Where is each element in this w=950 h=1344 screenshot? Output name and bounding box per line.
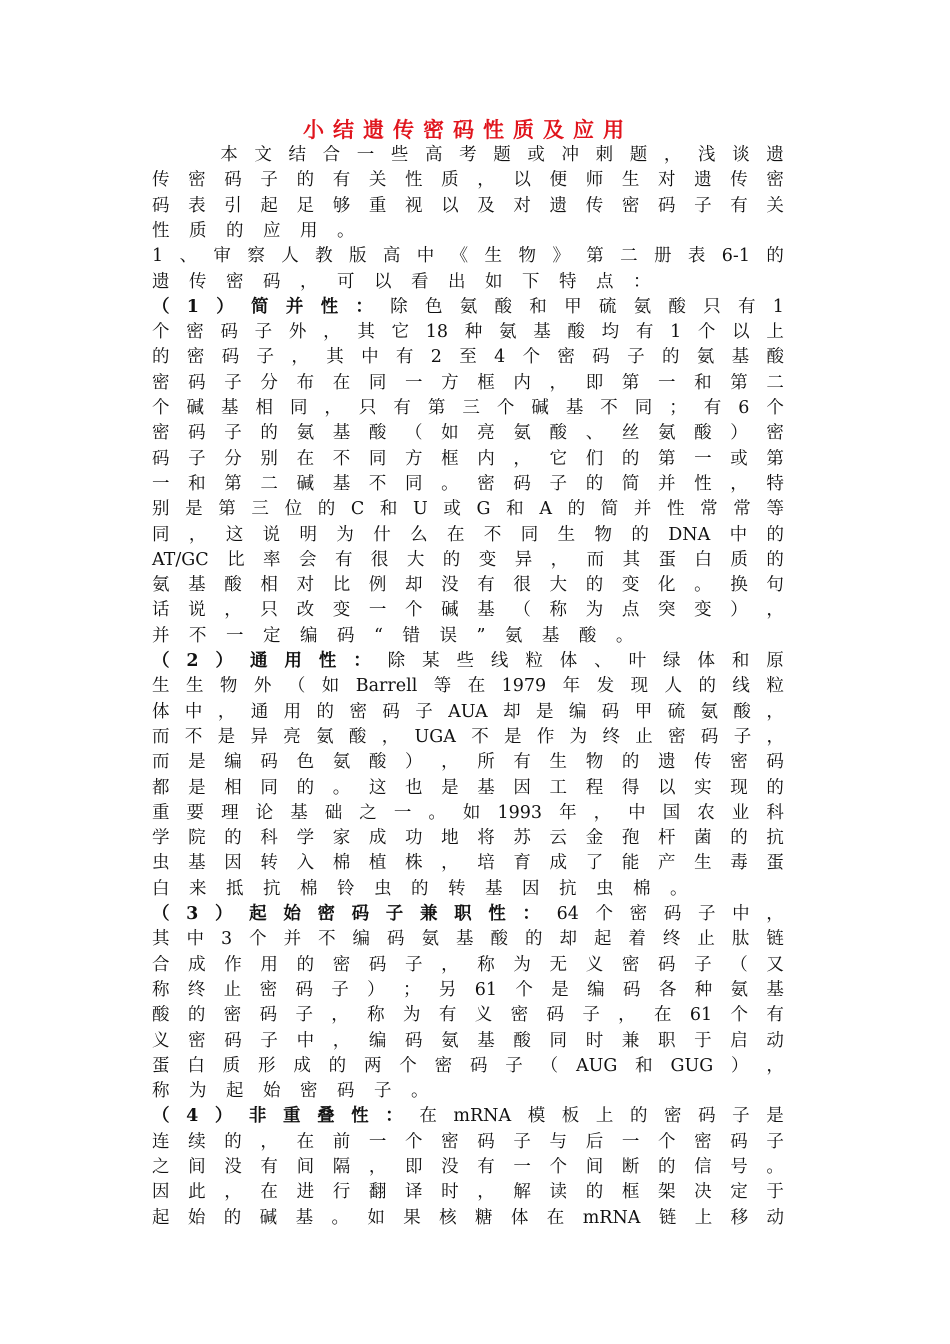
text-line: 蛋 白 质 形 成 的 两 个 密 码 子 （ AUG 和 GUG ） ， (152, 1055, 784, 1076)
text-line: （ 2 ） 通 用 性 ： 除 某 些 线 粒 体 、 叶 绿 体 和 原 (152, 651, 784, 671)
text-line: （ 1 ） 简 并 性 ： 除 色 氨 酸 和 甲 硫 氨 酸 只 有 1 (152, 296, 784, 317)
text-line: 性 质 的 应 用 。 (152, 220, 355, 241)
text-line: （ 4 ） 非 重 叠 性 ： 在 mRNA 模 板 上 的 密 码 子 是 (152, 1106, 784, 1127)
text-line: 学 院 的 科 学 家 成 功 地 将 苏 云 金 孢 杆 菌 的 抗 (152, 828, 784, 849)
text-line: 个 密 码 子 外 ， 其 它 18 种 氨 基 酸 均 有 1 个 以 上 (152, 322, 784, 343)
text-line: 起 始 的 碱 基 。 如 果 核 糖 体 在 mRNA 链 上 移 动 (152, 1207, 784, 1228)
text-line: 因 此 ， 在 进 行 翻 译 时 ， 解 读 的 框 架 决 定 于 (152, 1182, 784, 1203)
text-line: 1 、 审 察 人 教 版 高 中 《 生 物 》 第 二 册 表 6-1 的 (152, 246, 784, 267)
text-line: 密 码 子 分 布 在 同 一 方 框 内 ， 即 第 一 和 第 二 (152, 372, 784, 393)
text-line: 码 子 分 别 在 不 同 方 框 内 ， 它 们 的 第 一 或 第 (152, 448, 784, 469)
text-line: 传 密 码 子 的 有 关 性 质 ， 以 便 师 生 对 遗 传 密 (152, 170, 784, 191)
text-line: 合 成 作 用 的 密 码 子 ， 称 为 无 义 密 码 子 （ 又 (152, 954, 784, 975)
text-line: 而 不 是 异 亮 氨 酸 ， UGA 不 是 作 为 终 止 密 码 子 ， (152, 726, 784, 747)
text-line: 的 密 码 子 ， 其 中 有 2 至 4 个 密 码 子 的 氨 基 酸 (152, 347, 784, 368)
text-line: 体 中 ， 通 用 的 密 码 子 AUA 却 是 编 码 甲 硫 氨 酸 ， (152, 701, 784, 722)
text-line: 之 间 没 有 间 隔 ， 即 没 有 一 个 间 断 的 信 号 。 (152, 1157, 784, 1177)
text-line: 并 不 一 定 编 码 “ 错 误 ” 氨 基 酸 。 (152, 625, 634, 646)
document-title: 小结遗传密码性质及应用 (303, 117, 633, 142)
text-line: 一 和 第 二 碱 基 不 同 。 密 码 子 的 简 并 性 ， 特 (152, 473, 784, 494)
text-line: 白 来 抵 抗 棉 铃 虫 的 转 基 因 抗 虫 棉 。 (152, 878, 688, 899)
text-line: 别 是 第 三 位 的 C 和 U 或 G 和 A 的 简 并 性 常 常 等 (152, 499, 784, 520)
text-line: 密 码 子 的 氨 基 酸 （ 如 亮 氨 酸 、 丝 氨 酸 ） 密 (152, 423, 784, 444)
text-line: （ 3 ） 起 始 密 码 子 兼 职 性 ： 64 个 密 码 子 中 ， (152, 904, 784, 924)
text-line: 虫 基 因 转 入 棉 植 株 ， 培 育 成 了 能 产 生 毒 蛋 (152, 853, 784, 874)
text-line: 本 文 结 合 一 些 高 考 题 或 冲 刺 题 ， 浅 谈 遗 (220, 145, 784, 165)
text-line: AT/GC 比 率 会 有 很 大 的 变 异 ， 而 其 蛋 白 质 的 (152, 549, 784, 570)
text-line: 连 续 的 ， 在 前 一 个 密 码 子 与 后 一 个 密 码 子 (152, 1131, 784, 1152)
text-line: 而 是 编 码 色 氨 酸 ） ， 所 有 生 物 的 遗 传 密 码 (152, 752, 784, 773)
text-line: 称 为 起 始 密 码 子 。 (152, 1081, 429, 1102)
text-line: 话 说 ， 只 改 变 一 个 碱 基 （ 称 为 点 突 变 ） ， (152, 600, 784, 621)
text-line: 重 要 理 论 基 础 之 一 。 如 1993 年 ， 中 国 农 业 科 (152, 802, 784, 823)
text-line: 义 密 码 子 中 ， 编 码 氨 基 酸 同 时 兼 职 于 启 动 (152, 1030, 784, 1051)
text-line: 都 是 相 同 的 。 这 也 是 基 因 工 程 得 以 实 现 的 (152, 777, 784, 798)
text-line: 氨 基 酸 相 对 比 例 却 没 有 很 大 的 变 化 。 换 句 (152, 575, 784, 596)
text-line: 称 终 止 密 码 子 ） ； 另 61 个 是 编 码 各 种 氨 基 (152, 979, 784, 1000)
text-line: 码 表 引 起 足 够 重 视 以 及 对 遗 传 密 码 子 有 关 (152, 195, 784, 216)
text-line: 酸 的 密 码 子 ， 称 为 有 义 密 码 子 ， 在 61 个 有 (152, 1005, 784, 1026)
text-line: 生 生 物 外 （ 如 Barrell 等 在 1979 年 发 现 人 的 线 粒 (152, 676, 784, 697)
text-line: 其 中 3 个 并 不 编 码 氨 基 酸 的 却 起 着 终 止 肽 链 (152, 929, 784, 950)
text-line: 遗 传 密 码 ， 可 以 看 出 如 下 特 点 ： (152, 271, 651, 292)
text-line: 同 ， 这 说 明 为 什 么 在 不 同 生 物 的 DNA 中 的 (152, 524, 784, 545)
text-line: 个 碱 基 相 同 ， 只 有 第 三 个 碱 基 不 同 ； 有 6 个 (152, 398, 784, 418)
